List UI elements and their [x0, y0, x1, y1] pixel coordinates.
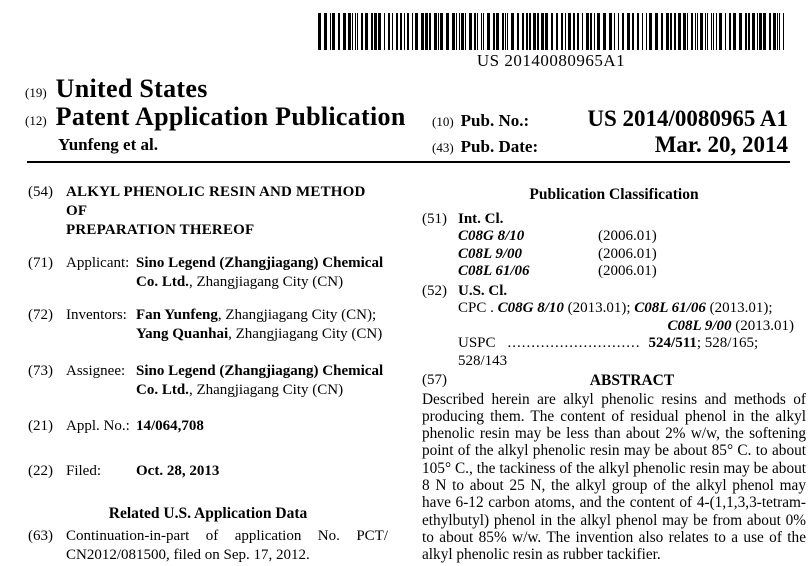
uspc-line: USPC ............................ 524/511; 528/165; 528/143	[458, 335, 759, 369]
authors: Yunfeng et al.	[58, 135, 158, 154]
int-cl-entry: C08L 61/06 (2006.01)	[458, 263, 657, 279]
related-data-heading: Related U.S. Application Data	[108, 505, 308, 522]
country-name: United States	[55, 74, 208, 103]
ref-num-72: (72)	[28, 307, 53, 323]
us-cl-body	[458, 283, 806, 371]
doc-type: Patent Application Publication	[55, 102, 406, 131]
assignee-section	[28, 362, 388, 400]
ref-num-73: (73)	[28, 363, 53, 379]
cpc-line-2: C08L 9/00 (2013.01)	[667, 317, 794, 334]
barcode-bars-icon	[318, 13, 784, 50]
continuation-text: Continuation-in-part of application No. PCT/ CN2012/081500, filed on Sep. 17, 2012.	[66, 528, 388, 563]
ref-num-43: (43)	[432, 140, 454, 155]
int-cl-body	[458, 211, 806, 281]
pub-date-value: Mar. 20, 2014	[654, 132, 788, 157]
ref-num-52: (52)	[422, 282, 447, 299]
header-doc-type	[25, 102, 406, 132]
pub-no-label: Pub. No.:	[460, 111, 530, 130]
applicant-section	[28, 254, 388, 292]
continuation-section	[28, 527, 388, 565]
pub-date-line	[432, 132, 788, 158]
us-cl-section	[422, 283, 806, 371]
ref-num-51: (51)	[422, 210, 447, 227]
us-cl-label: U.S. Cl.	[458, 282, 508, 299]
ref-num-22: (22)	[28, 463, 53, 479]
ref-num-63: (63)	[28, 528, 53, 544]
ref-num-54: (54)	[28, 184, 53, 200]
ref-num-12: (12)	[25, 113, 47, 128]
appl-no-section	[28, 417, 388, 436]
ref-num-21: (21)	[28, 418, 53, 434]
assignee-label: Assignee:	[66, 363, 126, 379]
applicant-value: Sino Legend (Zhangjiagang) Chemical Co. Ltd., Zhangjiagang City (CN)	[136, 255, 384, 290]
invention-title: ALKYL PHENOLIC RESIN AND METHOD OF PREPARATION THEREOF	[66, 184, 366, 238]
left-column	[28, 183, 388, 565]
header-country	[25, 74, 208, 104]
pub-no-value: US 2014/0080965 A1	[587, 106, 788, 131]
cpc-line-1: CPC . C08G 8/10 (2013.01); C08L 61/06 (2013.01);	[458, 300, 773, 316]
ref-num-19: (19)	[25, 85, 47, 100]
header-divider	[27, 161, 790, 163]
int-cl-label: Int. Cl.	[458, 210, 504, 227]
barcode	[318, 13, 784, 71]
ref-num-10: (10)	[432, 114, 454, 129]
barcode-number: US 20140080965A1	[476, 51, 626, 70]
abstract-heading: ABSTRACT	[589, 372, 675, 389]
invention-title-section	[28, 183, 388, 240]
filed-value: Oct. 28, 2013	[136, 463, 220, 479]
inventors-value: Fan Yunfeng, Zhangjiagang City (CN); Yang Quanhai, Zhangjiagang City (CN)	[136, 307, 383, 342]
classification-heading: Publication Classification	[529, 186, 699, 203]
appl-no-label: Appl. No.:	[66, 418, 130, 434]
int-cl-entry: C08L 9/00 (2006.01)	[458, 245, 657, 262]
filed-label: Filed:	[66, 463, 102, 479]
inventors-label: Inventors:	[66, 307, 127, 323]
pub-no-line	[432, 106, 788, 132]
inventors-section	[28, 306, 388, 344]
int-cl-entry: C08G 8/10 (2006.01)	[458, 228, 657, 244]
abstract-text: Described herein are alkyl phenolic resins and methods of producing them. The content of residual phenol in the alkyl phenolic resin may be less than about 2% w/w, the softening point of the alkyl phenolic resin may be about 85° C. to about 105° C., the tackiness of the alkyl phenolic resin may be about 8 N to about 25 N, the alkyl group of the alkyl phenol may have 6-12 carbon atoms, and the content of 4-(1,1,3,3-tetram- ethylbutyl) phenol in the alkyl phenol may be from about 0% to about 85% w/w. The invention also relates to a use of the alkyl phenolic resin as rubber tackifier.	[422, 390, 806, 564]
abstract-heading-row	[422, 372, 806, 390]
applicant-label: Applicant:	[66, 255, 130, 271]
int-cl-section	[422, 211, 806, 281]
ref-num-71: (71)	[28, 255, 53, 271]
appl-no-value: 14/064,708	[136, 418, 204, 434]
filed-section	[28, 462, 388, 481]
assignee-value: Sino Legend (Zhangjiagang) Chemical Co. Ltd., Zhangjiagang City (CN)	[136, 363, 384, 398]
ref-num-57: (57)	[422, 372, 447, 388]
right-column	[422, 186, 806, 563]
pub-date-label: Pub. Date:	[460, 137, 539, 156]
